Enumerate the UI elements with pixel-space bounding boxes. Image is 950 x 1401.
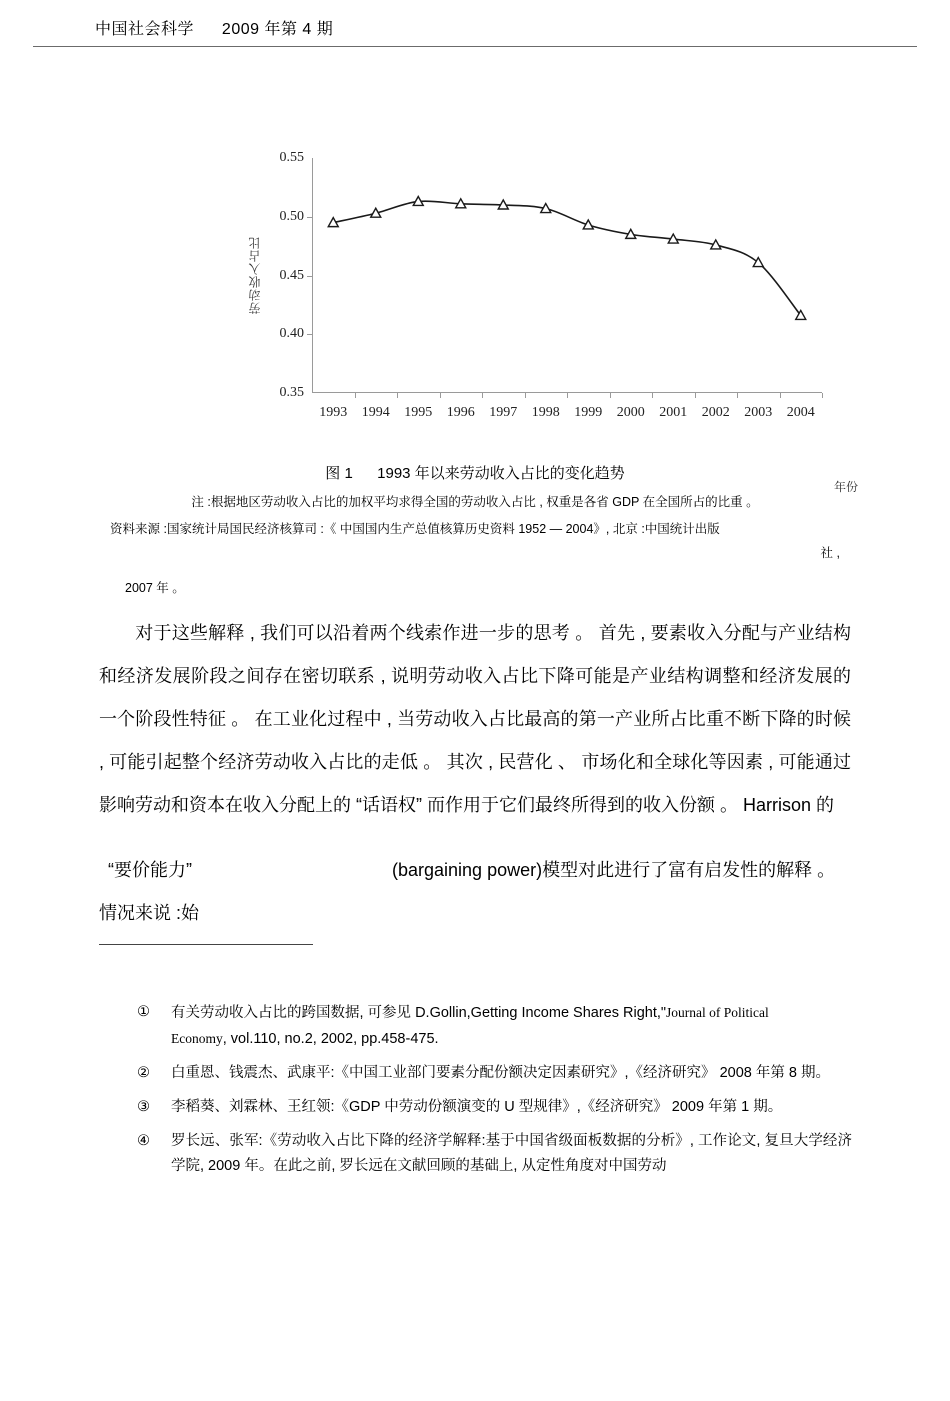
footnote-citation-detail: , vol.110, no.2, 2002, pp.458-475. <box>222 1031 439 1047</box>
journal-name: 中国社会科学 <box>95 21 195 38</box>
figure-note: 注 :根据地区劳动收入占比的加权平均求得全国的劳动收入占比 , 权重是各省 GDP 在全国所占的比重 。 <box>191 495 759 509</box>
footnote-continuation <box>171 1026 852 1052</box>
x-axis-tick-label: 1994 <box>361 405 390 420</box>
x-axis-tick-label: 2000 <box>616 405 645 420</box>
x-axis-tick-label: 1996 <box>446 405 475 420</box>
x-axis-title: 年份 <box>833 480 858 494</box>
x-axis-tick-label: 1997 <box>489 405 518 420</box>
x-axis-tick-label: 2003 <box>744 405 773 420</box>
series-line <box>333 201 801 315</box>
figure-source: 资料来源 :国家统计局国民经济核算司 :《 中国国内生产总值核算历史资料 1952 — 2004》, 北京 :中国统计出版 <box>110 522 720 536</box>
figure-caption-text: 1993 年以来劳动收入占比的变化趋势 <box>377 465 625 482</box>
footnote-item <box>137 1129 852 1179</box>
x-axis-tick-mark <box>482 393 483 398</box>
footnote-text: 李稻葵、刘霖林、王红领:《GDP 中劳动份额演变的 U 型规律》,《经济研究》 2009 年第 1 期。 <box>171 1099 783 1115</box>
y-axis-tick-mark <box>307 217 312 218</box>
bargain-prefix: “要价能力” <box>108 860 192 880</box>
x-axis-tick-mark <box>355 393 356 398</box>
x-axis-tick-label: 1998 <box>531 405 560 420</box>
header-divider <box>33 46 917 47</box>
y-axis-tick-label: 0.40 <box>279 326 304 342</box>
y-axis-tick-label: 0.35 <box>279 385 304 400</box>
x-axis-tick-label: 1999 <box>574 405 603 420</box>
footnote-marker: ① <box>137 1004 150 1020</box>
footnote-item <box>137 1061 852 1086</box>
x-axis-tick-mark <box>652 393 653 398</box>
y-axis-tick-mark <box>307 334 312 335</box>
line-series <box>312 158 822 393</box>
figure-caption-label: 图 1 <box>325 465 353 482</box>
chart-plot-area <box>279 150 822 420</box>
footnote-text: 有关劳动收入占比的跨国数据, 可参见 D.Gollin,Getting Income Shares Right," <box>171 1005 667 1021</box>
x-axis-tick-mark <box>397 393 398 398</box>
footnote-marker: ④ <box>137 1133 150 1149</box>
issue-label: 2009 年第 4 期 <box>221 21 334 38</box>
footnote-marker: ③ <box>137 1099 150 1115</box>
footnote-journal-cont: Economy <box>171 1031 223 1046</box>
bargaining-line <box>99 849 851 892</box>
x-axis-tick-mark <box>780 393 781 398</box>
x-axis-tick-label: 2002 <box>701 405 730 420</box>
figure-source-year: 2007 年 。 <box>125 581 185 595</box>
tail-line: 情况来说 :始 <box>99 903 200 923</box>
footnote-list <box>137 1000 852 1188</box>
footnote-text: 罗长远、张军:《劳动收入占比下降的经济学解释:基于中国省级面板数据的分析》, 工作论文, 复旦大学经济学院, 2009 年。在此之前, 罗长远在文献回顾的基础上, 从定性角度对中国劳动 <box>171 1133 852 1174</box>
x-axis-tick-mark <box>440 393 441 398</box>
footnote-item <box>137 1095 852 1120</box>
x-axis-tick-label: 1993 <box>319 405 348 420</box>
footnote-divider <box>99 944 313 945</box>
running-head <box>95 16 855 39</box>
y-axis-tick-mark <box>307 276 312 277</box>
bargain-rest: (bargaining power)模型对此进行了富有启发性的解释 。 <box>392 860 836 880</box>
y-axis-tick-label: 0.50 <box>279 208 304 224</box>
y-axis-tick-label: 0.45 <box>279 267 304 283</box>
x-axis-tick-mark <box>695 393 696 398</box>
footnote-journal-name: Journal of Political <box>666 1005 769 1020</box>
x-axis-tick-mark <box>822 393 823 398</box>
figure-caption <box>0 462 950 483</box>
body-paragraph <box>99 612 851 827</box>
x-axis-tick-label: 1995 <box>404 405 433 420</box>
x-axis-tick-label: 2001 <box>659 405 688 420</box>
y-axis-title: 劳动收入占比 <box>248 236 262 314</box>
x-axis-tick-mark <box>525 393 526 398</box>
footnote-text: 白重恩、钱震杰、武康平:《中国工业部门要素分配份额决定因素研究》,《经济研究》 2008 年第 8 期。 <box>171 1065 830 1081</box>
x-axis-tick-label: 2004 <box>786 405 815 420</box>
footnote-marker: ② <box>137 1065 150 1081</box>
x-axis-tick-mark <box>610 393 611 398</box>
footnote-item <box>137 1000 852 1052</box>
paragraph-text: 对于这些解释 , 我们可以沿着两个线索作进一步的思考 。 首先 , 要素收入分配与产业结构和经济发展阶段之间存在密切联系 , 说明劳动收入占比下降可能是产业结构调整和经济发展的一个阶段性特征 。 在工业化过程中 , 当劳动收入占比最高的第一产业所占比重不断下降的时候 , 可能引起整个经济劳动收入占比的走低 。 其次 , 民营化 、 市场化和全球化等因素 , 可能通过影响劳动和资本在收入分配上的 “话语权” 而作用于它们最终所得到的收入份额 。 Harrison 的 <box>99 623 851 815</box>
y-axis-tick-label: 0.55 <box>279 150 304 165</box>
x-axis-tick-mark <box>567 393 568 398</box>
figure-source-tail: 社 , <box>820 546 840 560</box>
x-axis-tick-mark <box>737 393 738 398</box>
